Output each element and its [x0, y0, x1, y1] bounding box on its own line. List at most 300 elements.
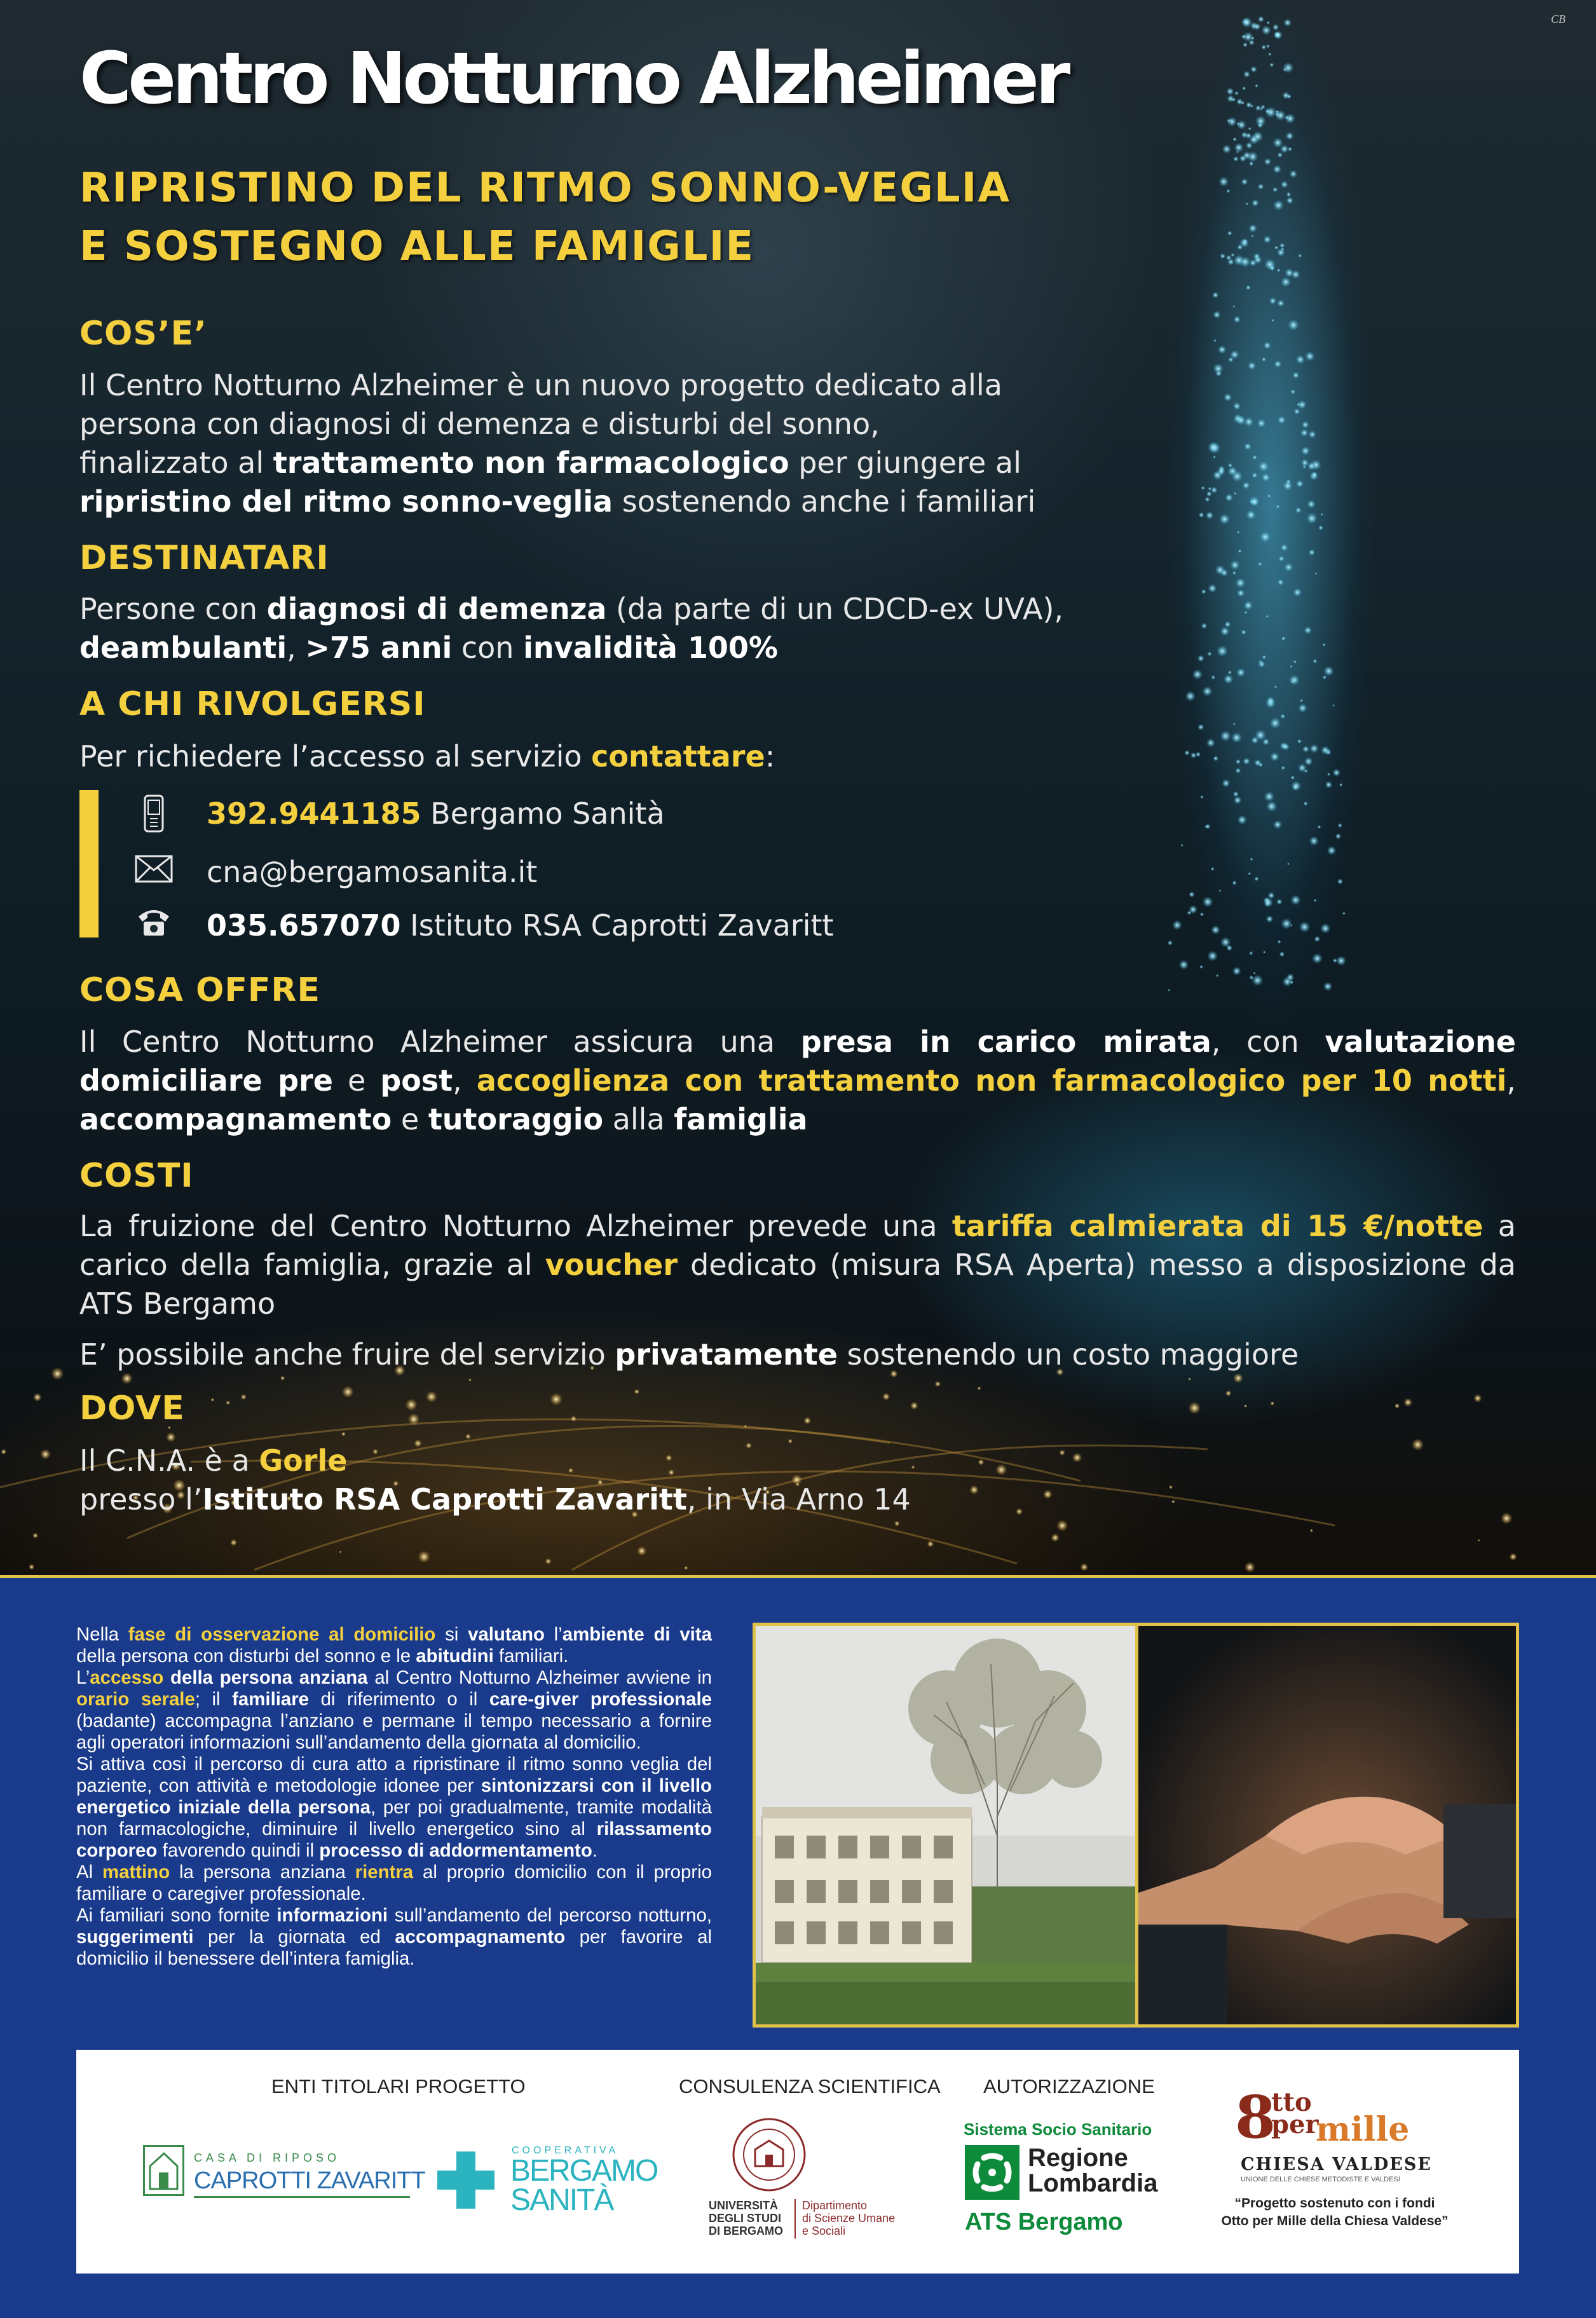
heading-cose: COS’E’ — [79, 315, 207, 353]
bubble-dot — [1263, 236, 1271, 244]
rivolgersi-text-run: Per richiedere l’accesso al servizio — [79, 739, 592, 774]
otto-per-mille-tto: tto — [1271, 2087, 1312, 2117]
bubble-dot — [1300, 699, 1303, 702]
offre-bold: post — [380, 1063, 453, 1098]
info-bold: abitudini — [416, 1646, 494, 1667]
destinatari-bold: diagnosi di demenza — [266, 592, 607, 626]
bubble-dot — [1272, 24, 1279, 31]
cose-line: Il Centro Notturno Alzheimer è un nuovo progetto dedicato alla — [79, 368, 1002, 402]
info-bold: valutano — [468, 1624, 545, 1645]
subtitle-line-2: E SOSTEGNO ALLE FAMIGLIE — [79, 223, 755, 270]
unibg-dept-line: e Sociali — [802, 2225, 846, 2237]
bubble-dot — [1264, 342, 1271, 350]
offre-highlight: accoglienza con trattamento non farmacologico per 10 notti — [476, 1063, 1507, 1098]
otto-per-mille-mille: mille — [1316, 2110, 1410, 2149]
bubble-dot — [1168, 940, 1173, 945]
bubble-dot — [1314, 936, 1320, 943]
bubble-dot — [1208, 584, 1217, 593]
bubble-dot — [1238, 549, 1242, 553]
bubble-dot — [1265, 615, 1269, 618]
info-text-run: L’ — [76, 1667, 90, 1688]
bubble-dot — [1257, 419, 1266, 428]
bubble-dot — [1291, 781, 1301, 791]
bubble-dot — [1283, 62, 1294, 74]
bubble-dot — [1205, 824, 1211, 829]
fiber-spark — [1056, 1520, 1068, 1531]
bubble-dot — [1231, 253, 1234, 257]
bubble-dot — [1253, 23, 1261, 31]
bubble-dot — [1292, 372, 1299, 379]
cose-line: finalizzato al — [79, 446, 273, 480]
bubble-dot — [1305, 351, 1314, 361]
bubble-dot — [1292, 270, 1300, 279]
bubble-dot — [1250, 104, 1253, 107]
costi-text-run: La fruizione del Centro Notturno Alzheimer prevede una — [79, 1209, 952, 1243]
chiesa-valdese: CHIESA VALDESE — [1241, 2155, 1432, 2174]
bubble-dot — [1322, 643, 1325, 646]
info-bold: familiare — [232, 1689, 310, 1710]
bubble-dot — [1236, 578, 1246, 588]
fiber-spark — [51, 1368, 64, 1381]
bubble-dot — [1235, 768, 1241, 774]
bubble-dot — [1315, 572, 1318, 575]
contact-email[interactable]: cna@bergamosanita.it — [207, 855, 538, 889]
quote-line: “Progetto sostenuto con i fondi — [1234, 2196, 1435, 2211]
bubble-dot — [1269, 63, 1274, 67]
bubble-dot — [1201, 486, 1204, 490]
bubble-dot — [1269, 718, 1281, 729]
bubble-dot — [1274, 246, 1278, 250]
bubble-dot — [1280, 145, 1288, 153]
bubble-dot — [1218, 345, 1227, 354]
fiber-spark — [406, 1399, 418, 1411]
fiber-spark — [418, 1551, 430, 1563]
bubble-dot — [1264, 158, 1272, 166]
fiber-spark — [1270, 1401, 1274, 1406]
fiber-spark — [1245, 1562, 1255, 1572]
bubble-dot — [1237, 531, 1239, 533]
bubble-dot — [1281, 181, 1288, 188]
fiber-spark — [341, 1432, 346, 1436]
bubble-dot — [1301, 446, 1310, 455]
bubble-dot — [1258, 184, 1264, 190]
bubble-dot — [1213, 756, 1218, 761]
bubble-dot — [1222, 144, 1231, 153]
bubble-dot — [1287, 94, 1292, 99]
bubble-dot — [1281, 544, 1288, 552]
bubble-dot — [1258, 660, 1265, 667]
bubble-dot — [1255, 730, 1265, 740]
bubble-dot — [1286, 197, 1293, 204]
bubble-dot — [1180, 844, 1183, 847]
info-text-run: della persona con disturbi del sonno e le — [76, 1646, 416, 1667]
bubble-dot — [1320, 924, 1330, 934]
fiber-spark — [226, 1401, 230, 1405]
bubble-dot — [1246, 510, 1256, 520]
bubble-dot — [1219, 514, 1230, 524]
bubble-dot — [1286, 973, 1295, 981]
destinatari-bold: >75 anni — [305, 631, 453, 665]
info-bold: informazioni — [276, 1905, 388, 1926]
bubble-dot — [1264, 791, 1274, 801]
fiber-spark — [230, 1539, 237, 1546]
bubble-dot — [1313, 659, 1317, 664]
info-text-run: per favorire al domicilio il benessere dell’intera famiglia. — [76, 1926, 712, 1969]
heading-rivolgersi: A CHI RIVOLGERSI — [79, 685, 426, 723]
bubble-dot — [1192, 669, 1203, 679]
bubble-dot — [1306, 513, 1318, 524]
offre-text-run: , — [1506, 1063, 1516, 1098]
bubble-dot — [1242, 238, 1248, 244]
costi-text-run: dedicato (misura RSA Aperta) messo a disposizione da ATS Bergamo — [79, 1248, 1516, 1321]
bubble-dot — [1244, 611, 1247, 614]
bubble-dot — [1207, 951, 1218, 962]
bubble-dot — [1244, 417, 1253, 426]
fiber-spark — [1395, 1403, 1400, 1408]
bubble-dot — [1252, 455, 1257, 460]
bubble-dot — [1250, 66, 1257, 73]
bubble-dot — [1199, 965, 1203, 969]
mobile-phone-icon — [133, 793, 174, 834]
destinatari-text-run: Persone con — [79, 592, 267, 626]
destinatari-bold: deambulanti — [79, 631, 287, 665]
handshake-photo — [1135, 1623, 1519, 2028]
bubble-dot — [1248, 362, 1256, 370]
bubble-dot — [1172, 920, 1182, 931]
regione-line: Lombardia — [1028, 2169, 1158, 2197]
cose-text — [79, 366, 1035, 521]
bubble-dot — [1226, 88, 1234, 95]
offre-text-run: , — [453, 1063, 477, 1098]
bubble-dot — [1298, 254, 1302, 257]
bubble-dot — [1264, 259, 1276, 270]
bubble-dot — [1211, 925, 1220, 935]
bubble-dot — [1266, 915, 1274, 923]
fiber-spark — [1233, 1374, 1243, 1384]
contact-mobile[interactable] — [207, 793, 665, 834]
bubble-dot — [1213, 456, 1216, 459]
bubble-dot — [1266, 44, 1270, 48]
bubble-dot — [1222, 779, 1230, 787]
bubble-dot — [1240, 257, 1251, 268]
heading-consulenza: CONSULENZA SCIENTIFICA — [679, 2075, 941, 2097]
bubble-dot — [1281, 636, 1286, 641]
bubble-dot — [1276, 899, 1283, 905]
bubble-dot — [1243, 482, 1250, 489]
info-text-run: al proprio domicilio con il proprio familiare o caregiver professionale. — [76, 1862, 713, 1904]
bubble-dot — [1290, 924, 1293, 927]
bubble-dot — [1245, 132, 1252, 139]
bubble-dot — [1252, 472, 1257, 478]
costi-highlight: voucher — [545, 1248, 678, 1282]
bubble-dot — [1278, 416, 1286, 424]
destinatari-text-run: (da parte di un CDCD-ex UVA), — [606, 592, 1064, 626]
fiber-spark — [545, 1558, 552, 1564]
caprotti-name: CAPROTTI ZAVARITT — [194, 2167, 425, 2194]
bubble-dot — [1266, 801, 1277, 812]
bubble-dot — [1290, 665, 1293, 668]
otto-per-mille-8: 8 — [1235, 2083, 1276, 2151]
info-paragraph-3 — [76, 1754, 712, 1862]
fiber-spark — [1403, 1398, 1412, 1407]
info-paragraph-2 — [76, 1667, 712, 1754]
fiber-spark — [1059, 1450, 1065, 1456]
bubble-dot — [1288, 147, 1292, 151]
fiber-spark — [1473, 1394, 1482, 1402]
cose-line: per giungere al — [789, 446, 1021, 480]
bubble-dot — [1220, 253, 1225, 259]
bubble-dot — [1275, 110, 1286, 121]
bubble-dot — [1241, 179, 1248, 186]
dove-bold: Istituto RSA Caprotti Zavaritt — [202, 1482, 687, 1517]
info-highlight: fase di osservazione al domicilio — [128, 1624, 436, 1645]
offre-bold: famiglia — [674, 1102, 808, 1136]
bubble-dot — [1246, 142, 1253, 149]
bubble-dot — [1339, 783, 1343, 787]
bubble-dot — [1232, 137, 1237, 142]
dove-text-run: presso l’ — [79, 1482, 203, 1517]
rivolgersi-text-run: : — [765, 739, 775, 774]
fiber-spark — [637, 1546, 646, 1556]
bubble-dot — [1249, 161, 1254, 167]
bubble-dot — [1205, 497, 1210, 502]
quote-line: Otto per Mille della Chiesa Valdese” — [1221, 2214, 1449, 2228]
bubble-dot — [1211, 675, 1215, 679]
fiber-spark — [465, 1434, 471, 1440]
bubble-dot — [1285, 132, 1293, 140]
bubble-dot — [1227, 231, 1232, 236]
info-highlight: orario serale — [76, 1689, 195, 1710]
rivolgersi-text — [79, 737, 775, 776]
offre-text-run: alla — [603, 1102, 674, 1136]
bubble-dot — [1262, 25, 1271, 35]
bubble-dot — [1234, 143, 1244, 153]
bubble-dot — [1276, 505, 1280, 508]
info-bold: suggerimenti — [76, 1926, 194, 1947]
bubble-dot — [1304, 769, 1308, 773]
fiber-spark — [33, 1393, 42, 1402]
bubble-dot — [1288, 320, 1299, 331]
fiber-spark — [571, 1415, 576, 1421]
bubble-dot — [1262, 655, 1267, 660]
bubble-dot — [1272, 165, 1281, 174]
bubble-dot — [1271, 319, 1274, 322]
bubble-dot — [1201, 623, 1208, 629]
fiber-spark — [978, 1459, 985, 1466]
bubble-dot — [1228, 357, 1234, 363]
bubble-dot — [1237, 120, 1246, 130]
contacts-accent-bar — [79, 790, 99, 937]
caprotti-underline — [194, 2196, 410, 2198]
cose-line: persona con diagnosi di demenza e disturbi del sonno, — [79, 407, 880, 441]
bubble-dot — [1298, 704, 1307, 712]
bubble-dot — [1254, 876, 1258, 881]
bubble-dot — [1227, 259, 1234, 266]
otto-per-mille-quote — [1201, 2195, 1468, 2230]
bubble-dot — [1327, 846, 1337, 856]
info-text-run: per la giornata ed — [193, 1926, 395, 1947]
fiber-spark — [911, 1465, 915, 1469]
bubble-dot — [1241, 630, 1246, 635]
costi-text-run: E’ possibile anche fruire del servizio — [79, 1337, 615, 1372]
fiber-spark — [927, 1541, 934, 1548]
bubble-dot — [1208, 651, 1212, 656]
bubble-dot — [1309, 430, 1316, 438]
bubble-dot — [1234, 316, 1241, 323]
bubble-dot — [1304, 626, 1312, 634]
fiber-spark — [1072, 1453, 1082, 1463]
bubble-dot — [1213, 339, 1217, 342]
info-paragraph-1 — [76, 1624, 712, 1667]
fiber-spark — [1188, 1377, 1191, 1381]
rivolgersi-highlight: contattare — [591, 739, 765, 774]
bubble-dot — [1262, 474, 1270, 482]
bubble-dot — [1249, 951, 1253, 955]
bubble-dot — [1241, 101, 1245, 105]
offre-text-run: , con — [1211, 1025, 1325, 1059]
unibg-dept-line: Dipartimento — [802, 2199, 868, 2212]
fiber-spark — [744, 1425, 747, 1428]
fiber-spark — [280, 1376, 285, 1381]
bubble-dot — [1277, 152, 1283, 158]
costi-text-run: a carico della famiglia, grazie al — [79, 1209, 1516, 1282]
bubble-dot — [1216, 974, 1219, 978]
bubble-dot — [1245, 202, 1248, 205]
contact-mobile-number[interactable]: 392.9441185 — [207, 796, 421, 831]
bubble-dot — [1273, 200, 1284, 210]
cose-bold: trattamento non farmacologico — [273, 446, 789, 480]
offre-bold: presa in carico mirata — [800, 1025, 1211, 1059]
fiber-spark — [882, 1393, 890, 1400]
bubble-dot — [1309, 744, 1318, 753]
fiber-spark — [684, 1566, 688, 1570]
bubble-dot — [1290, 895, 1300, 905]
bubble-dot — [1274, 685, 1278, 688]
bubble-dot — [1267, 21, 1270, 24]
regione-line: Regione — [1028, 2144, 1128, 2172]
caprotti-subtitle: CASA DI RIPOSO — [194, 2151, 341, 2164]
bubble-dot — [1290, 170, 1298, 178]
bubble-dot — [1234, 796, 1242, 805]
bubble-dot — [1285, 563, 1293, 572]
bergamo-sanita-name — [510, 2154, 658, 2217]
bubble-dot — [1323, 675, 1327, 679]
bubble-dot — [1199, 512, 1204, 518]
bubble-dot — [1267, 494, 1271, 498]
bubble-dot — [1253, 972, 1256, 974]
bubble-dot — [1296, 355, 1305, 364]
bubble-dot — [1203, 896, 1213, 907]
info-text-run: sull’andamento del percorso notturno, — [388, 1905, 712, 1926]
bubble-dot — [1283, 18, 1292, 27]
bubble-dot — [1232, 967, 1241, 976]
bubble-dot — [1293, 588, 1302, 597]
bubble-dot — [1327, 773, 1330, 776]
bubble-dot — [1281, 277, 1291, 287]
info-text-run: Al — [76, 1862, 103, 1883]
info-text-run: l’ — [544, 1624, 563, 1645]
corner-mark: CB — [1551, 13, 1566, 25]
fiber-spark — [978, 1386, 981, 1390]
bubble-dot — [1184, 750, 1190, 756]
bubble-dot — [1244, 601, 1253, 610]
bubble-dot — [1338, 823, 1342, 828]
bubble-dot — [1265, 107, 1277, 118]
info-text-run: Ai familiari sono fornite — [76, 1905, 277, 1926]
bubble-dot — [1251, 36, 1255, 40]
fiber-spark — [40, 1449, 51, 1460]
info-text-run: si — [435, 1624, 468, 1645]
info-bold: processo di addormentamento — [319, 1840, 592, 1861]
bubble-dot — [1293, 409, 1300, 415]
bubble-dot — [1281, 766, 1286, 770]
contact-telephone[interactable] — [207, 905, 834, 946]
bubble-dot — [1190, 753, 1197, 759]
bubble-dot — [1298, 400, 1307, 409]
bubble-dot — [1255, 84, 1258, 88]
building-photo — [753, 1623, 1138, 2028]
fiber-spark — [211, 1398, 215, 1401]
bubble-dot — [1263, 951, 1265, 953]
telephone-icon — [133, 905, 174, 946]
bubble-dot — [1262, 357, 1266, 362]
bubble-dot — [1212, 292, 1218, 298]
bubble-dot — [1283, 68, 1287, 72]
bubble-dot — [1250, 857, 1253, 861]
bubble-dot — [1168, 989, 1170, 992]
bubble-dot — [1255, 105, 1261, 111]
fiber-spark — [32, 1533, 38, 1539]
bubble-dot — [1342, 912, 1346, 915]
bubble-dot — [1290, 390, 1295, 395]
bubble-dot — [1282, 743, 1290, 751]
bubble-dot — [1239, 155, 1246, 162]
fiber-spark — [1501, 1513, 1513, 1525]
info-text-run: , per poi gradualmente, tramite modalità non farmacologiche, diminuire il livello energetico sino al — [76, 1797, 712, 1839]
bubble-dot — [1244, 443, 1252, 451]
unibg-seal-icon — [731, 2117, 807, 2193]
bubble-dot — [1200, 795, 1204, 799]
bubble-dot — [1206, 491, 1212, 497]
heading-dove: DOVE — [79, 1389, 185, 1428]
bubble-dot — [1213, 311, 1220, 318]
bubble-dot — [1224, 674, 1233, 684]
unibg-department — [802, 2199, 895, 2237]
unibg-divider — [795, 2199, 796, 2239]
bubble-dot — [1201, 589, 1206, 594]
heading-enti-titolari: ENTI TITOLARI PROGETTO — [271, 2075, 526, 2097]
bubble-dot — [1270, 752, 1279, 761]
bubble-dot — [1336, 956, 1346, 966]
costi-highlight: tariffa calmierata di 15 €/notte — [951, 1209, 1483, 1243]
bubble-dot — [1279, 243, 1285, 248]
info-paragraph-5 — [76, 1905, 712, 1970]
bubble-dot — [1307, 462, 1316, 470]
sistema-socio-sanitario: Sistema Socio Sanitario — [964, 2120, 1152, 2139]
fiber-spark — [1051, 1534, 1060, 1543]
envelope-icon — [133, 852, 174, 892]
info-bold: ambiente di vita — [562, 1624, 712, 1645]
contact-telephone-label: Istituto RSA Caprotti Zavaritt — [400, 908, 834, 943]
fiber-spark — [1510, 1553, 1517, 1560]
fiber-spark — [1244, 1405, 1247, 1408]
unibg-name — [709, 2199, 783, 2237]
contact-telephone-number[interactable]: 035.657070 — [207, 908, 401, 943]
info-text-run: la persona anziana — [170, 1862, 355, 1883]
bubble-dot — [1263, 897, 1273, 908]
bubble-dot — [1196, 752, 1201, 757]
info-text-run: favorendo quindi il — [157, 1840, 320, 1861]
